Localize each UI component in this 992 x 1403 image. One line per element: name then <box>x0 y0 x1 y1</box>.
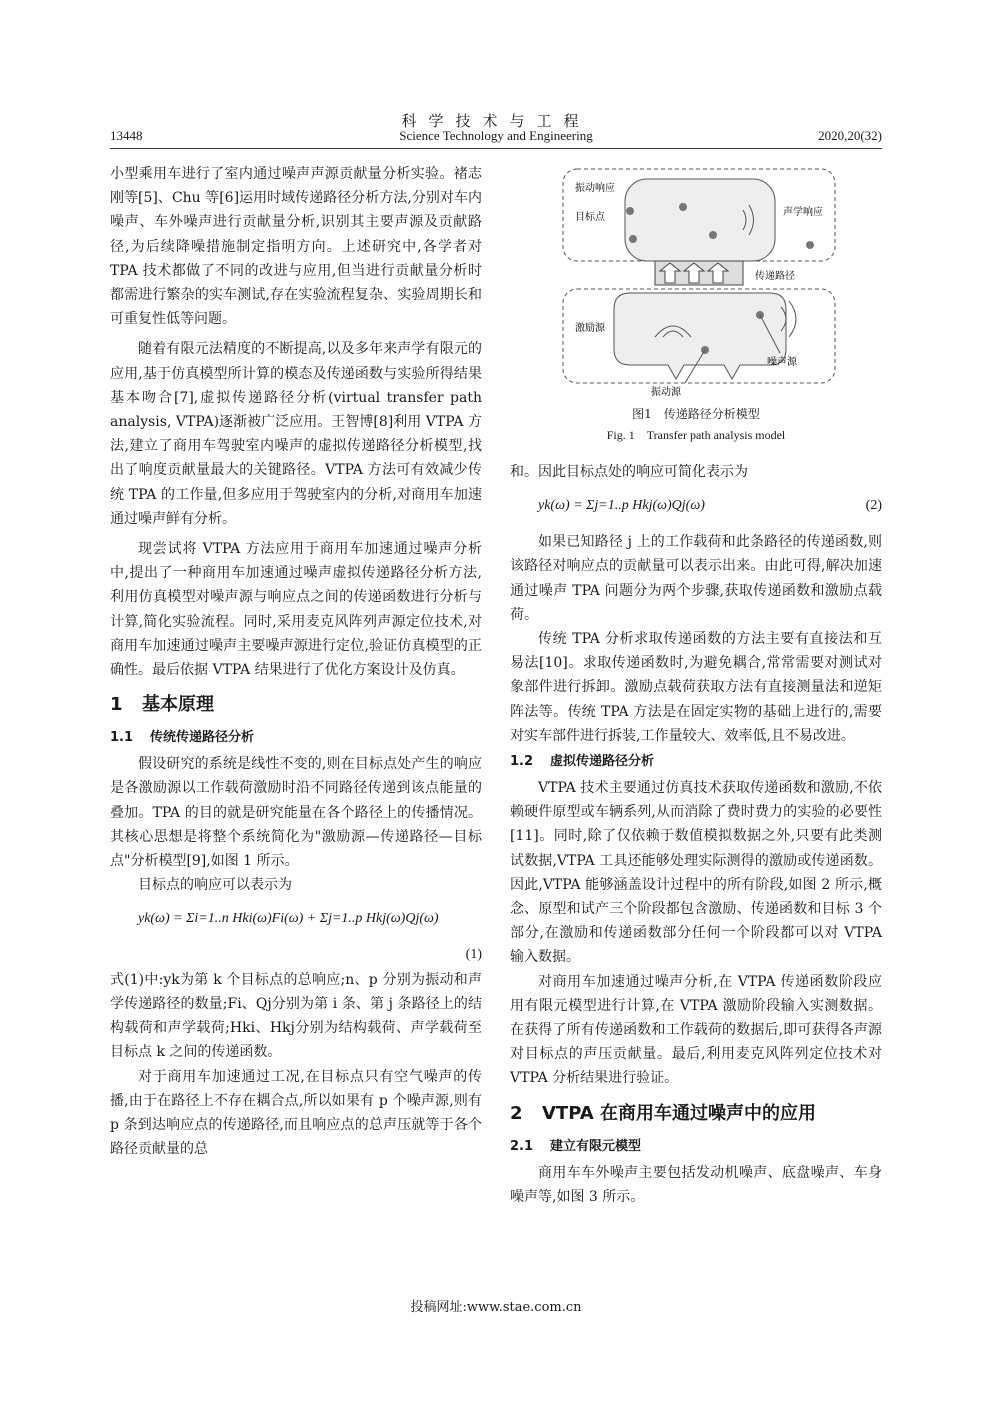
paragraph: 对商用车加速通过噪声分析,在 VTPA 传递函数阶段应用有限元模型进行计算,在 VTPA 激励阶段输入实测数据。在获得了所有传递函数和工作载荷的数据后,即可获得各声源对目标点的声压贡献量。最后,利用麦克风阵列定位技术对 VTPA 分析结果进行验证。 <box>510 973 882 1087</box>
subsection-heading <box>510 1135 882 1159</box>
subsection-title: 虚拟传递路径分析 <box>550 754 655 770</box>
footer-url: 投稿网址:www.stae.com.cn <box>410 1300 582 1315</box>
section-heading <box>510 1101 882 1127</box>
left-column <box>110 162 482 1161</box>
paragraph: 现尝试将 VTPA 方法应用于商用车加速通过噪声分析中,提出了一种商用车加速通过噪声虚拟传递路径分析方法,利用仿真模型对噪声源与响应点之间的传递函数进行分析与计算,简化实验流程。同时,采用麦克风阵列声源定位技术,对商用车加速通过噪声主要噪声源进行定位,验证仿真模型的正确性。最后依据 VTPA 结果进行了优化方案设计及仿真。 <box>110 541 482 679</box>
paragraph: 目标点的响应可以表示为 <box>138 877 292 894</box>
label-target: 目标点 <box>575 212 605 223</box>
running-header <box>110 128 882 148</box>
label-path: 传递路径 <box>755 271 795 282</box>
acoustic-response-point <box>806 241 814 249</box>
header-rule <box>110 148 882 149</box>
equation-1 <box>110 897 482 943</box>
paragraph: 小型乘用车进行了室内通过噪声声源贡献量分析实验。褚志刚等[5]、Chu 等[6]运用时域传递路径分析方法,分别对车内噪声、车外噪声进行贡献量分析,识别其主要声源及贡献路径,为后续降噪措施制定指明方向。上述研究中,各学者对 TPA 技术都做了不同的改进与应用,但当进行贡献量分析时都需进行繁杂的实车测试,存在实验流程复杂、实验周期长和可重复性低等问题。 <box>110 166 482 328</box>
section-title: 基本原理 <box>142 694 214 716</box>
label-vibration-source: 振动源 <box>651 387 681 398</box>
equation-body: yk(ω) = Σj=1..p Hkj(ω)Qj(ω) <box>538 498 705 514</box>
label-acoustic-response: 声学响应 <box>783 207 823 218</box>
paragraph: 传统 TPA 分析求取传递函数的方法主要有直接法和互易法[10]。求取传递函数时,为避免耦合,常常需要对测试对象部件进行拆卸。激励点载荷获取方法有直接测量法和逆矩阵法等。传统 TPA 方法是在固定实物的基础上进行的,需要对实车部件进行拆装,工作量较大、效率低,且不易改进。 <box>510 631 882 744</box>
target-body <box>625 179 775 261</box>
equation-2 <box>510 484 882 530</box>
paragraph: 商用车车外噪声主要包括发动机噪声、底盘噪声、车身噪声等,如图 3 所示。 <box>510 1164 882 1205</box>
subsection-number: 2.1 <box>510 1138 534 1154</box>
section-title: VTPA 在商用车通过噪声中的应用 <box>542 1102 816 1124</box>
figure-1-diagram <box>555 165 845 400</box>
label-vibration-response: 振动响应 <box>575 183 615 194</box>
figure-caption-en: Fig. 1 Transfer path analysis model <box>606 428 786 442</box>
subsection-number: 1.2 <box>510 754 534 770</box>
subsection-heading <box>510 750 882 774</box>
equation-body: yk(ω) = Σi=1..n Hki(ω)Fi(ω) + Σj=1..p Hkj(ω)Qj(ω) <box>138 911 439 927</box>
transfer-path-arrows <box>655 261 743 285</box>
paragraph: VTPA 技术主要通过仿真技术获取传递函数和激励,不依赖硬件原型或车辆系列,从而消除了费时费力的实验的必要性[11]。同时,除了仅依赖于数值模拟数据之外,只要有此类测试数据,VTPA 工具还能够处理实际测得的激励或传递函数。因此,VTPA 能够涵盖设计过程中的所有阶段,如图 2 所示,概念、原型和试产三个阶段都包含激励、传递函数和目标 3 个部分,在激励和传递函数部分任何一个阶段都可以对 VTPA 输入数据。 <box>510 780 882 966</box>
paragraph: 假设研究的系统是线性不变的,则在目标点处产生的响应是各激励源以工作载荷激励时沿不同路径传递到该点能量的叠加。TPA 的目的就是研究能量在各个路径上的传播情况。其核心思想是将整个系统简化为"激励源—传递路径—目标点"分析模型[9],如图 1 所示。 <box>110 756 482 870</box>
paragraph: 随着有限元法精度的不断提高,以及多年来声学有限元的应用,基于仿真模型所计算的模态及传递函数与实验所得结果基本吻合[7],虚拟传递路径分析(virtual transfer path analysis, VTPA)逐渐被广泛应用。王智博[8]利用 VTPA 方法,建立了商用车驾驶室内噪声的虚拟传递路径分析模型,找出了响度贡献量最大的关键路径。VTPA 方法可有效减少传统 TPA 的工作量,但多应用于驾驶室内的分析,对商用车加速通过噪声鲜有分析。 <box>110 341 482 527</box>
paragraph: 和。因此目标点处的响应可简化表示为 <box>510 464 748 480</box>
vibration-response-point <box>629 235 637 243</box>
page-number: 13448 <box>110 128 143 143</box>
excitation-body <box>614 293 786 379</box>
section-heading <box>110 692 482 718</box>
section-number: 2 <box>510 1102 523 1124</box>
issue-info: 2020,20(32) <box>818 128 882 143</box>
equation-number: (1) <box>465 947 482 963</box>
vibration-response-point <box>626 207 634 215</box>
journal-title-en: Science Technology and Engineering <box>399 128 593 143</box>
subsection-number: 1.1 <box>110 730 134 746</box>
equation-number: (2) <box>865 498 882 514</box>
section-number: 1 <box>110 694 123 716</box>
journal-title-cn: 科学技术与工程 <box>401 112 591 130</box>
paragraph: 对于商用车加速通过工况,在目标点只有空气噪声的传播,由于在路径上不存在耦合点,所以如果有 p 个噪声源,则有 p 条到达响应点的传递路径,而且响应点的总声压就等于各个路径贡献量的总 <box>110 1068 482 1158</box>
figure-caption-cn: 图1 传递路径分析模型 <box>632 407 760 421</box>
label-noise-source: 噪声源 <box>767 357 797 368</box>
right-column <box>510 460 882 1209</box>
label-excitation: 激励源 <box>575 323 605 334</box>
target-point <box>709 231 717 239</box>
subsection-heading <box>110 726 482 750</box>
paragraph: 如果已知路径 j 上的工作载荷和此条路径的传递函数,则该路径对响应点的贡献量可以表示出来。由此可得,解决加速通过噪声 TPA 问题分为两个步骤,获取传递函数和激励点载荷。 <box>510 534 882 623</box>
target-point <box>679 203 687 211</box>
paragraph: 式(1)中:yk为第 k 个目标点的总响应;n、p 分别为振动和声学传递路径的数量;Fi、Qj分别为第 i 条、第 j 条路径上的结构载荷和声学载荷;Hki、Hkj分别为结构载荷、声学载荷至目标点 k 之间的传递函数。 <box>110 971 482 1061</box>
subsection-title: 传统传递路径分析 <box>150 730 255 746</box>
subsection-title: 建立有限元模型 <box>550 1138 642 1154</box>
